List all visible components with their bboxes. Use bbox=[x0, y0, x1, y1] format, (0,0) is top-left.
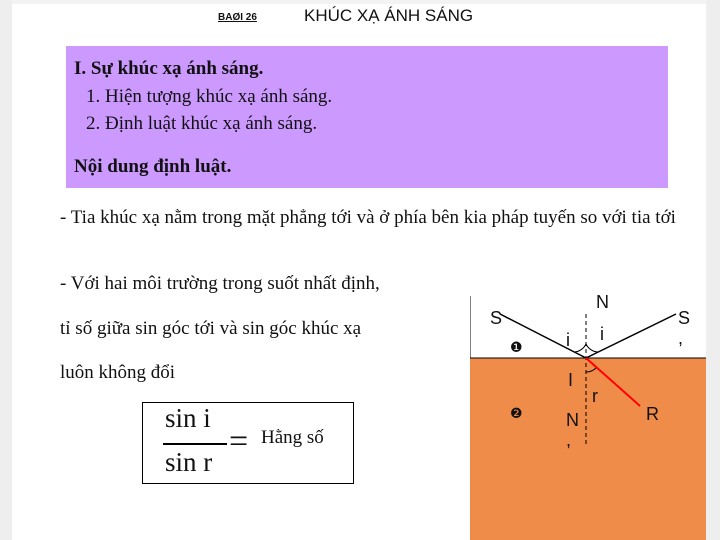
slide-title: KHÚC XẠ ÁNH SÁNG bbox=[304, 6, 474, 25]
equals-sign: = bbox=[229, 423, 249, 460]
angle-r-arc bbox=[586, 368, 596, 372]
label-i-prime: i bbox=[600, 324, 604, 344]
law-statement-2-line-1: - Với hai môi trường trong suốt nhất định, bbox=[60, 273, 380, 294]
section-item-1: 1. Hiện tượng khúc xạ ánh sáng. bbox=[86, 86, 333, 107]
label-S-prime: S bbox=[678, 308, 691, 328]
ray-diagram-svg bbox=[470, 296, 706, 540]
label-S-prime-mark: , bbox=[678, 328, 684, 348]
fraction-bar bbox=[163, 443, 227, 445]
label-S: S bbox=[490, 308, 503, 328]
section-item-2: 2. Định luật khúc xạ ánh sáng. bbox=[86, 113, 318, 134]
slide-frame-left bbox=[0, 0, 12, 540]
label-I: I bbox=[568, 370, 574, 390]
label-N: N bbox=[596, 292, 609, 312]
label-N-prime-mark: , bbox=[566, 430, 572, 450]
medium-1-marker: ❶ bbox=[510, 340, 523, 356]
formula-denominator: sin r bbox=[165, 447, 213, 477]
formula-constant: Hằng số bbox=[261, 427, 324, 448]
formula-numerator: sin i bbox=[165, 403, 211, 433]
snell-formula bbox=[142, 402, 354, 484]
law-statement-1: - Tia khúc xạ nằm trong mặt phẳng tới và ở phía bên kia pháp tuyến so với tia tới bbox=[60, 207, 676, 228]
angle-i-arc bbox=[574, 344, 586, 352]
label-r: r bbox=[592, 386, 598, 406]
refraction-diagram bbox=[470, 292, 706, 540]
law-statement-2-line-2: tỉ số giữa sin góc tới và sin góc khúc xạ bbox=[60, 318, 362, 339]
label-i: i bbox=[566, 330, 570, 350]
lesson-number: BAØI 26 bbox=[218, 12, 257, 23]
law-statement-2-line-3: luôn không đổi bbox=[60, 362, 176, 383]
slide-frame-top bbox=[12, 0, 706, 4]
medium-2-marker: ❷ bbox=[510, 406, 523, 422]
angle-i-prime-arc bbox=[586, 344, 598, 352]
label-R: R bbox=[646, 404, 659, 424]
section-heading: I. Sự khúc xạ ánh sáng. bbox=[74, 58, 264, 79]
law-heading: Nội dung định luật. bbox=[74, 156, 232, 177]
summary-box bbox=[66, 46, 668, 188]
slide-frame-right bbox=[706, 0, 720, 540]
label-N-prime: N bbox=[566, 410, 579, 430]
